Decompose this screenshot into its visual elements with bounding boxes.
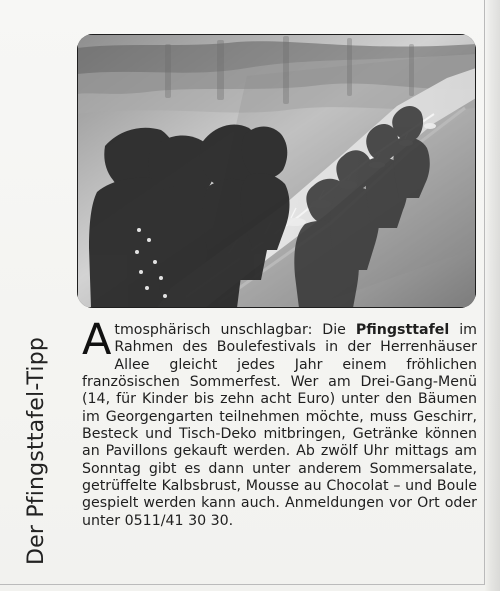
drop-cap-letter: A	[82, 315, 112, 365]
article-intro: tmosphärisch unschlagbar: Die	[114, 322, 356, 338]
article-body: im Rahmen des Boulefestivals in der Herrenhäuser Allee gleicht jedes Jahr einem fröhlichen französischen Sommerfest. Wer am Drei-Gang-Menü (14, für Kinder bis zehn acht Euro) unter den Bäumen im Georgengarten teilnehmen möchte, muss Geschirr, Besteck und Tisch-Deko mitbringen, Getränke können an Pavillons gekauft werden. Ab zwölf Uhr mittags am Sonntag gibt es dann unter anderem Sommersalate, getrüffelte Kalbsbrust, Mousse au Chocolat – und Boule gespielt werden kann auch. Anmeldungen vor Ort oder unter 0511/41 30 30.	[82, 322, 477, 529]
event-photo	[77, 34, 476, 308]
page-edge-shadow	[484, 0, 500, 591]
article-text	[82, 315, 477, 530]
highlighted-term: Pfingsttafel	[355, 322, 450, 338]
section-title: Der Pfingsttafel-Tipp	[24, 336, 49, 565]
event-photo-illustration	[77, 34, 476, 308]
